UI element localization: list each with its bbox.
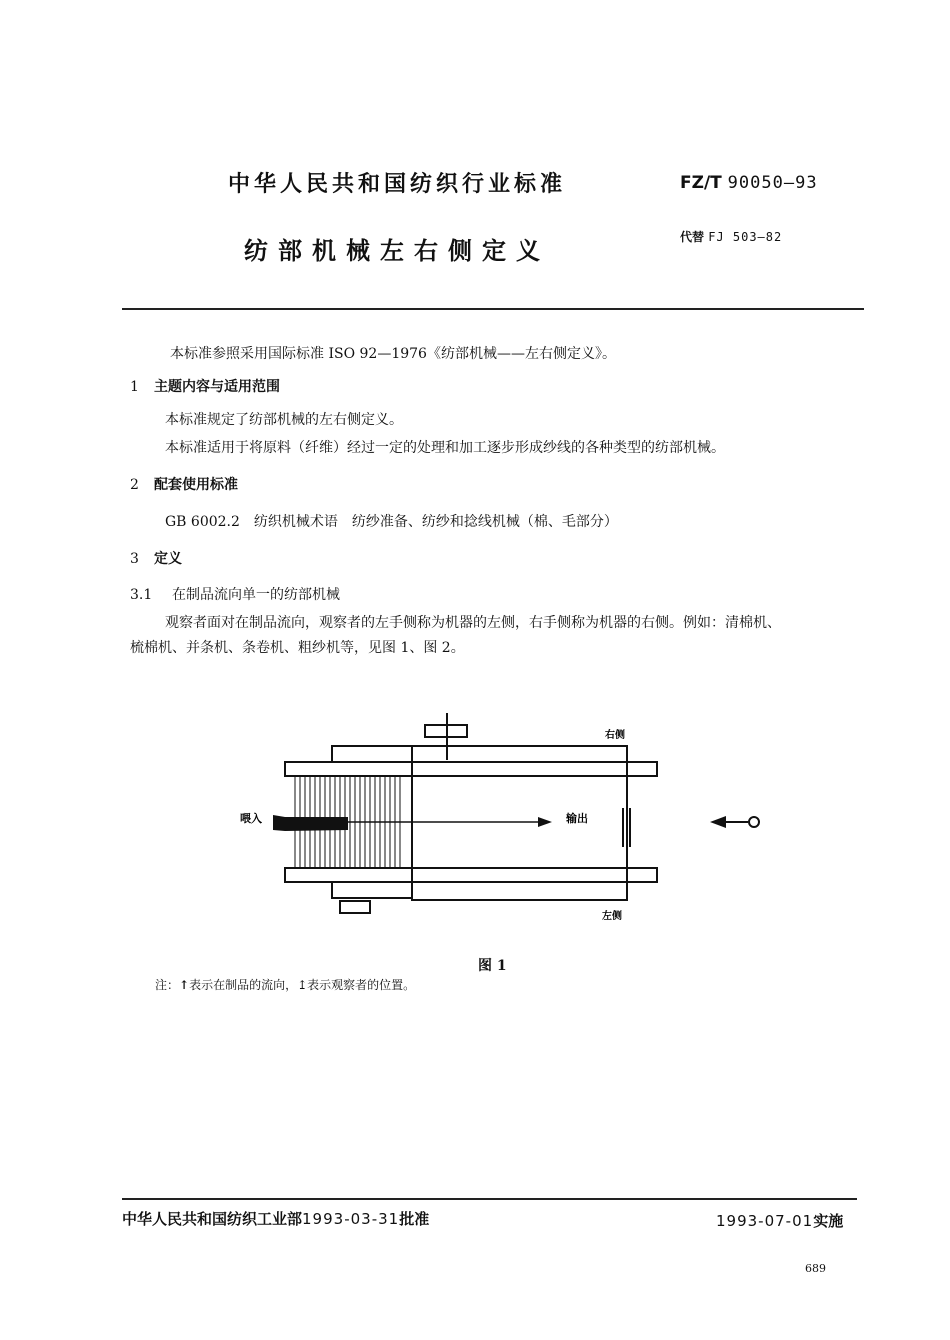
section-3-heading	[130, 548, 182, 568]
org-title: 中华人民共和国纺织行业标准	[228, 171, 567, 197]
footer-rule	[122, 1198, 857, 1200]
feed-material-band	[273, 815, 348, 831]
observer-circle-icon	[749, 817, 759, 827]
approval-line	[122, 1208, 429, 1229]
observer-arrow-icon	[710, 816, 726, 828]
page-number: 689	[805, 1262, 826, 1275]
standard-number	[680, 173, 818, 193]
label-output: 输出	[566, 812, 588, 825]
label-left-side: 左侧	[602, 911, 622, 922]
implementation-word: 实施	[813, 1212, 844, 1230]
figure-1-diagram	[240, 705, 800, 930]
subsection-3-1-line-2: 梳棉机、并条机、条卷机、粗纱机等，见图 1、图 2。	[130, 640, 465, 656]
standard-number-prefix: FZ/T	[680, 173, 722, 193]
section-3-number: 3	[130, 551, 139, 567]
header-rule	[122, 308, 864, 310]
label-feed: 喂入	[240, 812, 262, 825]
replaces-prefix: 代替	[680, 230, 705, 244]
section-3-title: 定义	[154, 551, 182, 567]
intro-paragraph: 本标准参照采用国际标准 ISO 92—1976《纺部机械——左右侧定义》。	[170, 346, 616, 362]
section-2-para-1: GB 6002.2 纺织机械术语 纺纱准备、纺纱和捻线机械（棉、毛部分）	[165, 514, 618, 530]
note-mid: 表示在制品的流向，	[189, 978, 298, 992]
standard-number-value: 90050—93	[727, 173, 818, 193]
section-2-heading	[130, 474, 238, 494]
note-end: 表示观察者的位置。	[307, 978, 416, 992]
section-1-number: 1	[130, 379, 139, 395]
section-2-title: 配套使用标准	[154, 477, 238, 493]
section-1-title: 主题内容与适用范围	[154, 379, 280, 395]
subsection-3-1-heading	[130, 584, 340, 604]
note-prefix: 注：	[155, 978, 180, 992]
subsection-3-1-line-1: 观察者面对在制品流向，观察者的左手侧称为机器的左侧，右手侧称为机器的右侧。例如：清棉机、	[165, 615, 781, 631]
standard-title: 纺部机械左右侧定义	[244, 236, 550, 265]
approval-date: 1993-03-31	[302, 1210, 400, 1228]
figure-note	[155, 976, 415, 993]
figure-1-caption: 图 1	[478, 958, 507, 974]
section-1-para-2: 本标准适用于将原料（纤维）经过一定的处理和加工逐步形成纱线的各种类型的纺部机械。	[165, 440, 725, 456]
flow-direction-icon: ↑	[179, 978, 190, 992]
section-1-heading	[130, 376, 280, 396]
approval-word: 批准	[399, 1210, 430, 1228]
subsection-3-1-title: 在制品流向单一的纺部机械	[172, 587, 340, 603]
implementation-line	[716, 1210, 843, 1231]
section-1-para-1: 本标准规定了纺部机械的左右侧定义。	[165, 412, 403, 428]
section-2-number: 2	[130, 477, 139, 493]
implementation-date: 1993-07-01	[716, 1212, 814, 1230]
replaces-number: FJ 503—82	[708, 230, 783, 244]
approval-org: 中华人民共和国纺织工业部	[122, 1210, 303, 1228]
observer-position-icon: ↥	[297, 978, 308, 992]
label-right-side: 右侧	[605, 730, 625, 741]
flow-arrow-icon	[538, 817, 552, 827]
replaces-line	[680, 228, 782, 245]
subsection-3-1-number: 3.1	[130, 587, 153, 603]
